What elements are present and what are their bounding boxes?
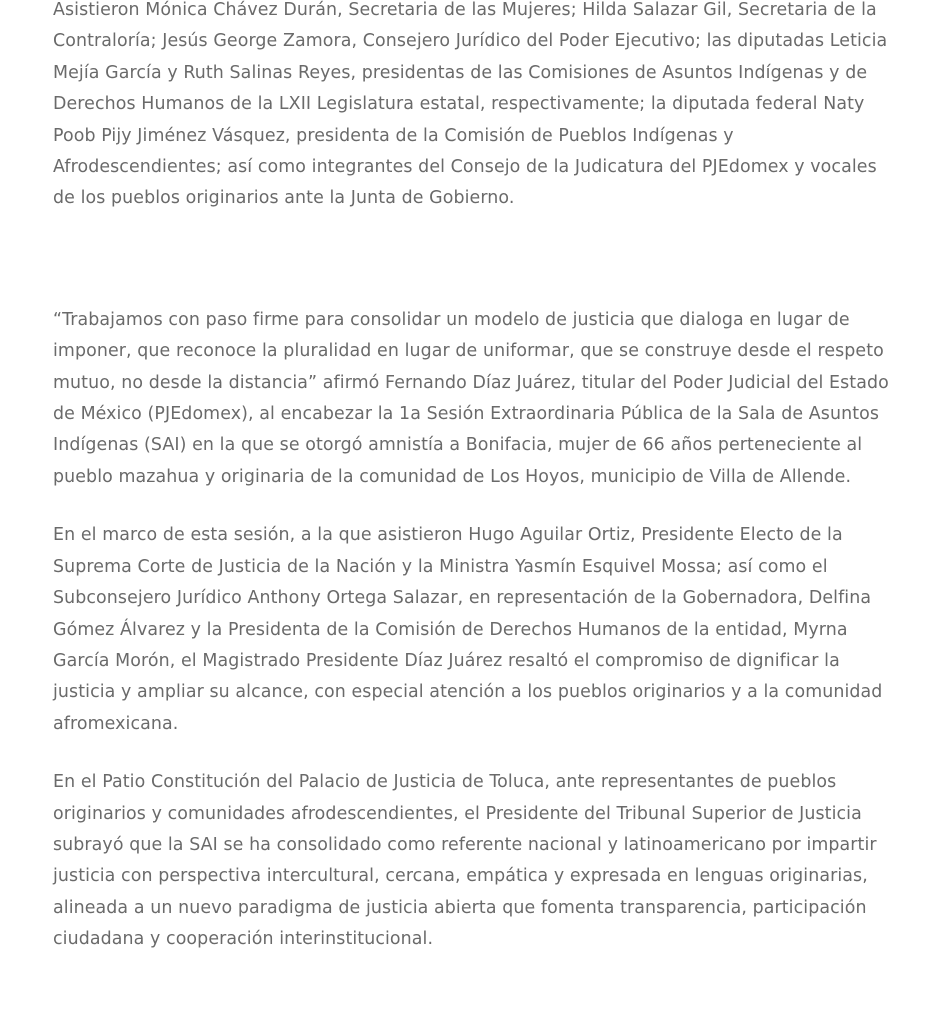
paragraph-sai: En el Patio Constitución del Palacio de Justicia de Toluca, ante representantes de pueblos originarios y comunidades afrodescendientes, el Presidente del Tribunal Superior de Justicia subrayó que la SAI se ha consolidado como referente nacional y latinoamericano por impartir justicia con perspectiva intercultural, cercana, empática y expresada en lenguas originarias, alineada a un nuevo paradigma de justicia abierta que fomenta transparencia, participación ciudadana y cooperación interinstitucional.	[53, 772, 877, 950]
paragraph-session: En el marco de esta sesión, a la que asistieron Hugo Aguilar Ortiz, Presidente Electo de la Suprema Corte de Justicia de la Nación y la Ministra Yasmín Esquivel Mossa; así como el Subconsejero Jurídico Anthony Ortega Salazar, en representación de la Gobernadora, Delfina Gómez Álvarez y la Presidenta de la Comisión de Derechos Humanos de la entidad, Myrna García Morón, el Magistrado Presidente Díaz Juárez resaltó el compromiso de dignificar la justicia y ampliar su alcance, con especial atención a los pueblos originarios y a la comunidad afromexicana.	[53, 525, 883, 734]
paragraph-quote: “Trabajamos con paso firme para consolidar un modelo de justicia que dialoga en lugar de imponer, que reconoce la pluralidad en lugar de uniformar, que se construye desde el respeto mutuo, no desde la distancia” afirmó Fernando Díaz Juárez, titular del Poder Judicial del Estado de México (PJEdomex), al encabezar la 1a Sesión Extraordinaria Pública de la Sala de Asuntos Indígenas (SAI) en la que se otorgó amnistía a Bonifacia, mujer de 66 años perteneciente al pueblo mazahua y originaria de la comunidad de Los Hoyos, municipio de Villa de Allende.	[53, 309, 889, 487]
paragraph-attendees: Asistieron Mónica Chávez Durán, Secretaria de las Mujeres; Hilda Salazar Gil, Secretaria de la Contraloría; Jesús George Zamora, Consejero Jurídico del Poder Ejecutivo; las diputadas Leticia Mejía García y Ruth Salinas Reyes, presidentas de las Comisiones de Asuntos Indígenas y de Derechos Humanos de la LXII Legislatura estatal, respectivamente; la diputada federal Naty Poob Pijy Jiménez Vásquez, presidenta de la Comisión de Pueblos Indígenas y Afrodescendientes; así como integrantes del Consejo de la Judicatura del PJEdomex y vocales de los pueblos originarios ante la Junta de Gobierno.	[53, 0, 888, 209]
article-body	[53, 0, 893, 956]
paragraph-spacer	[53, 493, 893, 520]
paragraph-spacer	[53, 740, 893, 767]
paragraph-spacer	[53, 215, 893, 305]
